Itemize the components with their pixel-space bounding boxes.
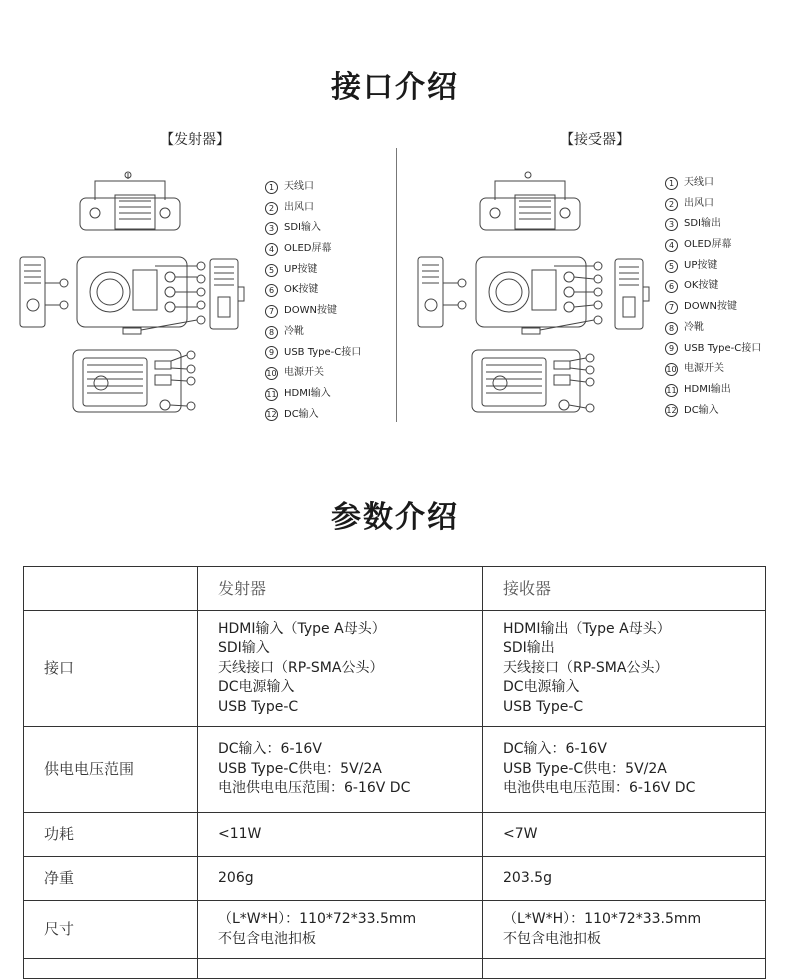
list-item: 3 SDI输入 bbox=[265, 218, 361, 239]
column-header-transmitter: 发射器 bbox=[198, 567, 483, 611]
receiver-cell: HDMI输出（Type A母头） SDI输出 天线接口（RP-SMA公头） DC电源输入 USB Type-C bbox=[483, 611, 766, 727]
list-item: 10 电源开关 bbox=[666, 363, 724, 375]
transmitter-device-illustration bbox=[15, 165, 215, 420]
row-label: 供电电压范围 bbox=[24, 727, 198, 813]
receiver-panel bbox=[395, 125, 790, 425]
transmitter-cell: DC输入：6-16V USB Type-C供电：5V/2A 电池供电电压范围：6-16V DC bbox=[198, 727, 483, 813]
table-header-row bbox=[24, 567, 766, 611]
table-row bbox=[24, 857, 766, 901]
list-item: 2 出风口 bbox=[665, 194, 761, 215]
row-label: 接口 bbox=[24, 611, 198, 727]
transmitter-heading: 【发射器】 bbox=[160, 132, 230, 148]
list-item: 11 HDMI输出 bbox=[666, 383, 731, 395]
transmitter-legend bbox=[265, 177, 361, 425]
table-row bbox=[24, 901, 766, 959]
receiver-cell: <7W bbox=[483, 813, 766, 857]
list-item: 6 OK按键 bbox=[665, 276, 761, 297]
list-item: 11 HDMI输入 bbox=[266, 387, 331, 399]
list-item: 8 冷靴 bbox=[665, 318, 761, 339]
table-row bbox=[24, 611, 766, 727]
receiver-device-illustration bbox=[410, 165, 610, 420]
transmitter-cell: （L*W*H）：110*72*33.5mm 不包含电池扣板 bbox=[198, 901, 483, 959]
transmitter-side-view bbox=[208, 257, 248, 332]
list-item: 7 DOWN按键 bbox=[265, 301, 361, 322]
column-header-receiver: 接收器 bbox=[483, 567, 766, 611]
list-item: 12 DC输入 bbox=[266, 408, 319, 420]
list-item: 4 OLED屏幕 bbox=[665, 235, 761, 256]
receiver-heading: 【接受器】 bbox=[560, 132, 630, 148]
params-table bbox=[23, 566, 766, 979]
table-corner bbox=[24, 567, 198, 611]
list-item: 7 DOWN按键 bbox=[665, 297, 761, 318]
row-label: 尺寸 bbox=[24, 901, 198, 959]
list-item: 9 USB Type-C接口 bbox=[265, 343, 361, 364]
list-item: 8 冷靴 bbox=[265, 322, 361, 343]
transmitter-panel bbox=[0, 125, 395, 425]
receiver-cell: DC输入：6-16V USB Type-C供电：5V/2A 电池供电电压范围：6-16V DC bbox=[483, 727, 766, 813]
list-item: 9 USB Type-C接口 bbox=[665, 339, 761, 360]
receiver-legend bbox=[665, 173, 761, 421]
list-item: 2 出风口 bbox=[265, 198, 361, 219]
table-row bbox=[24, 959, 766, 979]
list-item: 1 天线口 bbox=[265, 177, 361, 198]
transmitter-cell: HDMI输入（Type A母头） SDI输入 天线接口（RP-SMA公头） DC电源输入 USB Type-C bbox=[198, 611, 483, 727]
list-item: 3 SDI输出 bbox=[665, 214, 761, 235]
transmitter-cell: 206g bbox=[198, 857, 483, 901]
row-label: 功耗 bbox=[24, 813, 198, 857]
list-item: 12 DC输入 bbox=[666, 404, 719, 416]
params-title: 参数介绍 bbox=[331, 500, 459, 535]
receiver-cell: （L*W*H）：110*72*33.5mm 不包含电池扣板 bbox=[483, 901, 766, 959]
list-item: 5 UP按键 bbox=[665, 256, 761, 277]
receiver-cell: 203.5g bbox=[483, 857, 766, 901]
table-row bbox=[24, 813, 766, 857]
transmitter-cell: <11W bbox=[198, 813, 483, 857]
row-label: 净重 bbox=[24, 857, 198, 901]
list-item: 1 天线口 bbox=[665, 173, 761, 194]
table-row bbox=[24, 727, 766, 813]
list-item: 6 OK按键 bbox=[265, 280, 361, 301]
list-item: 4 OLED屏幕 bbox=[265, 239, 361, 260]
interfaces-title: 接口介绍 bbox=[331, 70, 459, 105]
list-item: 5 UP按键 bbox=[265, 260, 361, 281]
receiver-side-view bbox=[613, 257, 653, 332]
list-item: 10 电源开关 bbox=[266, 367, 324, 379]
